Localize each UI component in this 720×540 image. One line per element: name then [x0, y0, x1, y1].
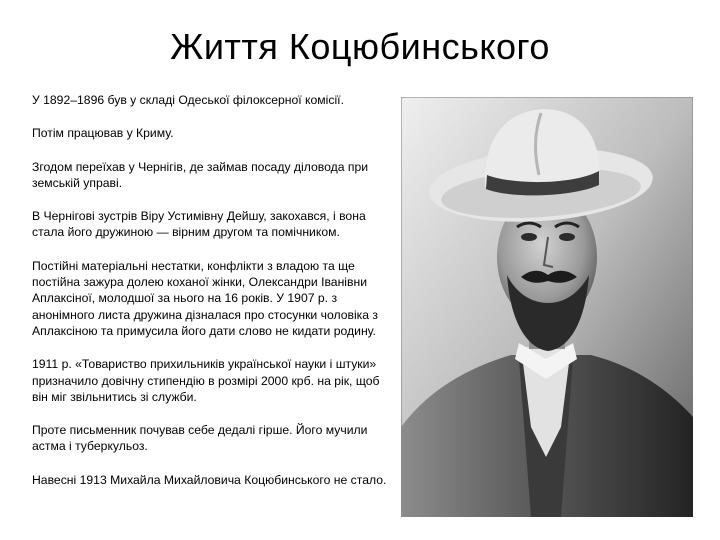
paragraph-chernihiv: Згодом переїхав у Чернігів, де займав посаду діловода при земській управі.	[32, 159, 369, 190]
paragraph-stipend: 1911 р. «Товариство прихильників української науки і штуки» призначило довічну стипендію в розмірі 2000 крб. на рік, щоб він міг звільнитись зі служби.	[32, 357, 380, 404]
paragraph-hardships: Постійні матеріальні нестатки, конфлікти з владою та ще постійна зажура долею коханої жінки, Олександри Іванівни Аплаксіної, молодшої за нього на 16 років. У 1907 р. з анонімного листа дружина дізналася про стосунки чоловіка з Аплаксіною та примусила його дати слово не кидати родину.	[32, 258, 379, 338]
paragraph-wife: В Чернігові зустрів Віру Устимівну Дейшу, закохався, і вона стала його дружиною — вірним другом та помічником.	[32, 209, 366, 240]
paragraph-death: Навесні 1913 Михайла Михайловича Коцюбинського не стало.	[32, 472, 387, 487]
paragraph-odessa: У 1892–1896 був у складі Одеської філоксерної комісії.	[32, 93, 344, 107]
paragraph-illness: Проте письменник почував себе дедалі гірше. Його мучили астма і туберкульоз.	[32, 423, 368, 454]
slide-title: Життя Коцюбинського	[170, 26, 550, 67]
paragraph-crimea: Потім працював у Криму.	[32, 126, 174, 141]
slide-body	[32, 92, 394, 505]
portrait-photo	[401, 97, 693, 517]
